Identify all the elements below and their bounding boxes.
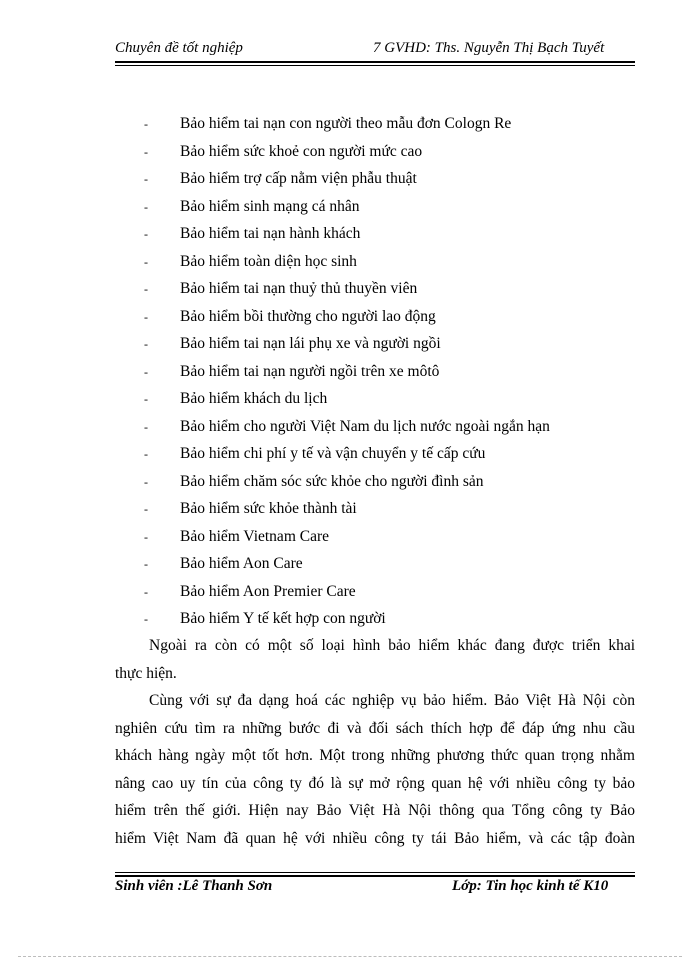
- list-item: - Bảo hiểm khách du lịch: [144, 388, 624, 416]
- list-item: - Bảo hiểm tai nạn con người theo mẫu đơn Cologn Re: [144, 113, 624, 141]
- bullet-dash: -: [144, 199, 148, 214]
- list-item: - Bảo hiểm cho người Việt Nam du lịch nước ngoài ngắn hạn: [144, 416, 624, 444]
- list-item: - Bảo hiểm Vietnam Care: [144, 526, 624, 554]
- header-title: Chuyên đề tốt nghiệp: [115, 40, 243, 56]
- header-supervisor: 7 GVHD: Ths. Nguyễn Thị Bạch Tuyết: [373, 40, 605, 56]
- footer-rule-thin: [115, 872, 635, 873]
- list-item: - Bảo hiểm tai nạn hành khách: [144, 223, 624, 251]
- list-item: - Bảo hiểm trợ cấp nằm viện phẫu thuật: [144, 168, 624, 196]
- list-item: - Bảo hiểm Aon Care: [144, 553, 624, 581]
- list-item: - Bảo hiểm toàn diện học sinh: [144, 251, 624, 279]
- bullet-dash: -: [144, 529, 148, 544]
- list-item: - Bảo hiểm tai nạn người ngồi trên xe môtô: [144, 361, 624, 389]
- bullet-dash: -: [144, 172, 148, 186]
- insurance-list: [144, 113, 624, 636]
- bullet-dash: -: [144, 447, 148, 461]
- list-item: - Bảo hiểm sức khoẻ con người mức cao: [144, 141, 624, 169]
- bullet-dash: -: [144, 557, 148, 571]
- list-item: - Bảo hiểm Y tế kết hợp con người: [144, 608, 624, 636]
- list-item: - Bảo hiểm Aon Premier Care: [144, 581, 624, 609]
- bullet-dash: -: [144, 502, 148, 516]
- bullet-dash: -: [144, 337, 148, 351]
- bullet-dash: -: [144, 309, 148, 324]
- paragraph-diversification: Cùng với sự đa dạng hoá các nghiệp vụ bảo hiểm. Bảo Việt Hà Nội còn nghiên cứu tìm ra những bước đi và đối sách thích hợp để đáp ứng nhu cầu khách hàng ngày một tốt hơn. Một trong những phương thức quan trọng nhằm nâng cao uy tín của công ty đó là sự mở rộng quan hệ với nhiều công ty bảo hiểm trên thế giới. Hiện nay Bảo Việt Hà Nội thông qua Tổng công ty Bảo hiểm Việt Nam đã quan hệ với nhiều công ty tái Bảo hiểm, và các tập đoàn: [115, 692, 635, 847]
- list-item: - Bảo hiểm sinh mạng cá nhân: [144, 196, 624, 224]
- list-item: - Bảo hiểm tai nạn thuỷ thủ thuyền viên: [144, 278, 624, 306]
- footer-rule: [115, 875, 635, 877]
- bullet-dash: -: [144, 612, 148, 626]
- list-item: - Bảo hiểm tai nạn lái phụ xe và người ngồi: [144, 333, 624, 361]
- bullet-dash: -: [144, 282, 148, 296]
- bullet-dash: -: [144, 227, 148, 241]
- bullet-dash: -: [144, 474, 148, 489]
- list-item: - Bảo hiểm bồi thường cho người lao động: [144, 306, 624, 334]
- bullet-dash: -: [144, 117, 148, 131]
- paragraph-other-insurance: Ngoài ra còn có một số loại hình bảo hiểm khác đang được triển khai thực hiện.: [115, 637, 635, 682]
- list-item: - Bảo hiểm sức khỏe thành tài: [144, 498, 624, 526]
- header-rule-thin: [115, 65, 635, 66]
- list-item: - Bảo hiểm chi phí y tế và vận chuyển y tế cấp cứu: [144, 443, 624, 471]
- bullet-dash: -: [144, 254, 148, 269]
- page-header: [115, 38, 635, 62]
- bullet-dash: -: [144, 392, 148, 406]
- bullet-dash: -: [144, 419, 148, 434]
- bullet-dash: -: [144, 144, 148, 159]
- footer-class: Lớp: Tin học kinh tế K10: [452, 878, 609, 894]
- bullet-dash: -: [144, 584, 148, 599]
- page-break-line: [18, 956, 682, 957]
- header-rule: [115, 61, 635, 63]
- footer-student: Sinh viên :Lê Thanh Sơn: [115, 878, 273, 894]
- bullet-dash: -: [144, 364, 148, 379]
- list-item: - Bảo hiểm chăm sóc sức khỏe cho người đình sản: [144, 471, 624, 499]
